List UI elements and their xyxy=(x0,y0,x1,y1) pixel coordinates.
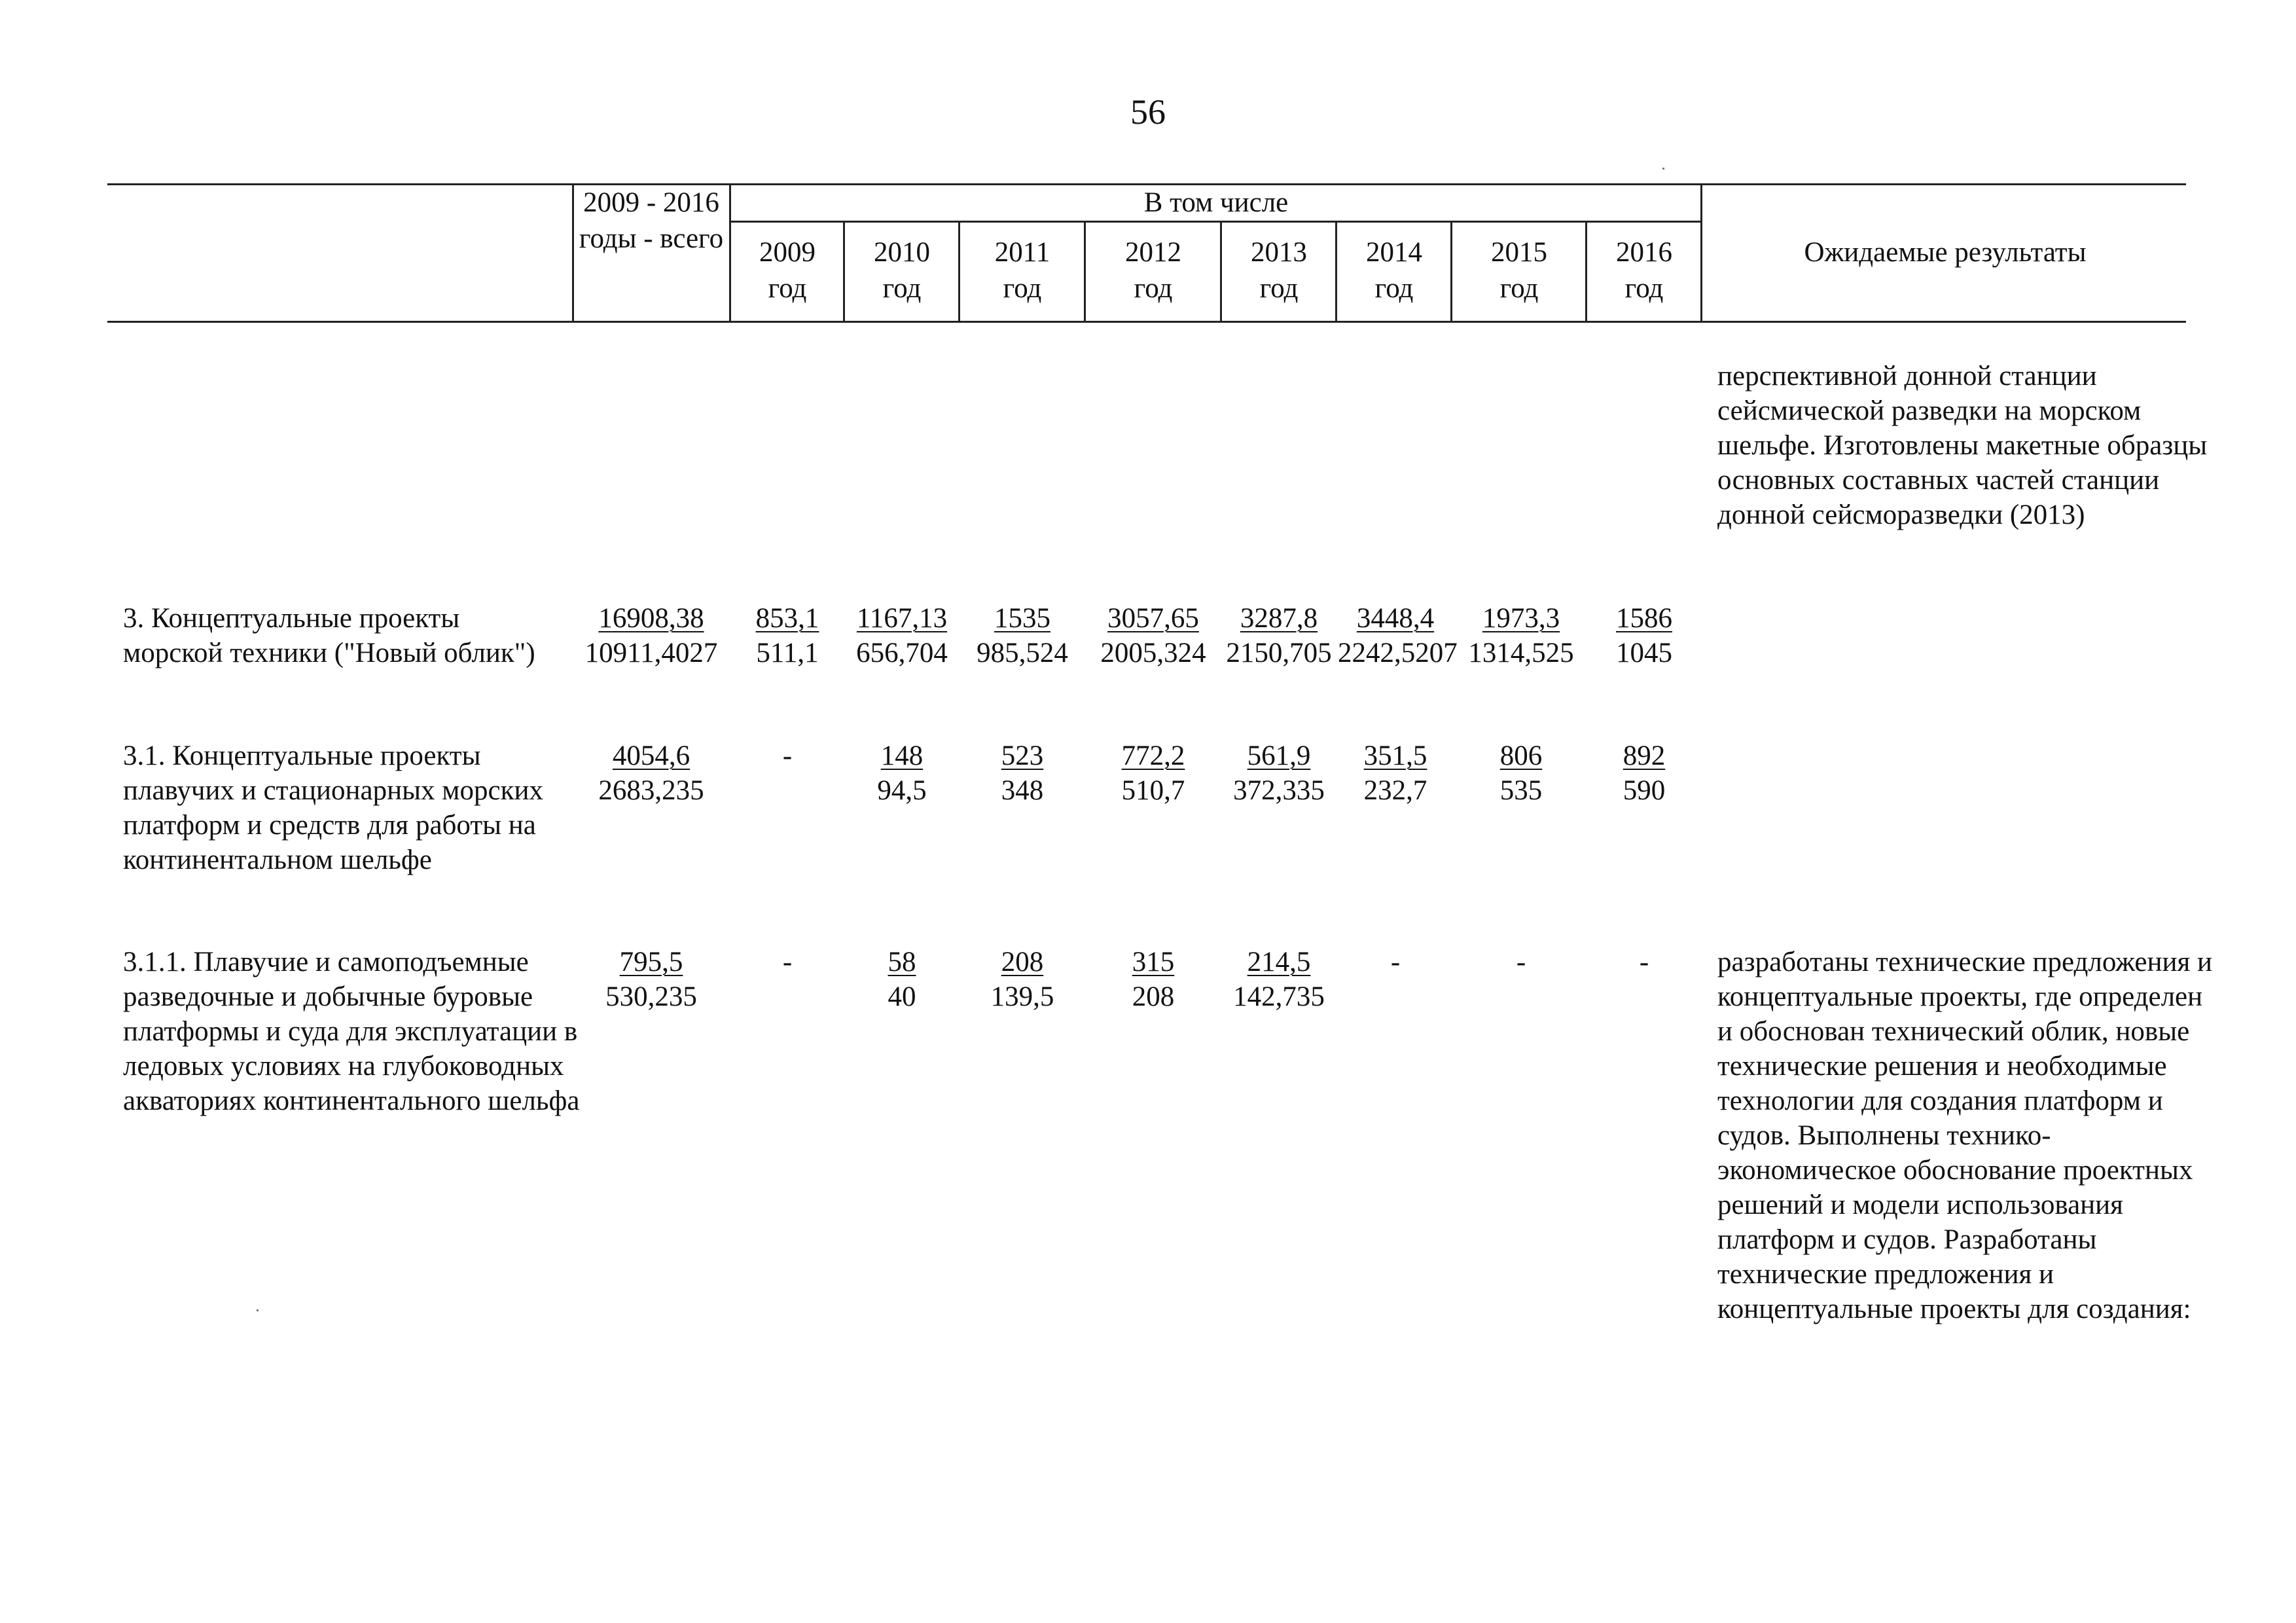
year-unit: год xyxy=(768,273,807,304)
year-unit: год xyxy=(1499,273,1539,304)
planned-value: 4054,6 xyxy=(612,740,691,771)
empty-value-dash: - xyxy=(1390,947,1401,977)
row-label: 3.1.1. Плавучие и самоподъемные разведочные и добычные буровые платформы и суда для эксплуатации в ледовых условиях на глубоководных акваториях континентального шельфа xyxy=(123,947,580,1116)
header-divider xyxy=(729,183,731,322)
header-divider xyxy=(1700,183,1702,322)
planned-value: 208 xyxy=(1001,947,1044,977)
header-divider xyxy=(1084,221,1086,322)
row-label: 3. Концептуальные проекты морской техники ("Новый облик") xyxy=(123,603,535,668)
year-cell-2011 xyxy=(961,601,1084,670)
header-year-2010 xyxy=(846,234,958,306)
planned-value: 3448,4 xyxy=(1356,603,1435,634)
federal-value: 10911,4027 xyxy=(584,638,718,668)
header-year-2012 xyxy=(1086,234,1220,306)
scan-speck xyxy=(257,1309,259,1311)
year-cell-2016 xyxy=(1588,739,1700,808)
planned-value: 772,2 xyxy=(1121,740,1185,771)
federal-value: 142,735 xyxy=(1233,981,1325,1012)
year-cell-2014 xyxy=(1338,945,1453,979)
header-total-label: 2009 - 2016 годы - всего xyxy=(579,187,724,254)
federal-value: 2242,5207 xyxy=(1338,638,1458,668)
year-unit: год xyxy=(1624,273,1664,304)
year-cell-2010 xyxy=(846,739,958,808)
year-cell-2015 xyxy=(1457,601,1585,670)
page-number: 56 xyxy=(1130,92,1166,132)
header-year-2015 xyxy=(1453,234,1585,306)
year-unit: год xyxy=(1259,273,1299,304)
year-label: 2013 xyxy=(1251,237,1307,268)
year-label: 2010 xyxy=(874,237,930,268)
header-divider xyxy=(1335,221,1337,322)
continued-result-text: перспективной донной станции сейсмической разведки на морском шельфе. Изготовлены макетные образцы основных составных частей станции донной сейсморазведки (2013) xyxy=(1717,361,2208,530)
federal-value: 530,235 xyxy=(605,981,697,1012)
row-total xyxy=(576,601,726,670)
header-results-label: Ожидаемые результаты xyxy=(1804,237,2087,268)
planned-value: 1167,13 xyxy=(856,603,948,634)
year-unit: год xyxy=(1374,273,1414,304)
row-total xyxy=(576,945,726,1014)
header-group-label: В том числе xyxy=(1143,187,1289,218)
year-cell-2012 xyxy=(1086,601,1220,670)
header-divider xyxy=(1450,221,1452,322)
federal-value: 40 xyxy=(888,981,916,1012)
row-result-text: разработаны технические предложения и концептуальные проекты, где определен и обоснован технический облик, новые технические решения и необходимые технологии для создания платформ и судов. Выполнены технико-экономическое обоснование проектных решений и модели использования платформ и судов. Разработаны технические предложения и концептуальные проекты для создания: xyxy=(1717,947,2213,1324)
planned-value: 1535 xyxy=(994,603,1050,634)
header-year-2013 xyxy=(1223,234,1335,306)
year-cell-2014 xyxy=(1338,739,1453,808)
federal-value: 2150,705 xyxy=(1226,638,1332,668)
header-year-2016 xyxy=(1588,234,1700,306)
year-label: 2012 xyxy=(1125,237,1181,268)
federal-value: 535 xyxy=(1499,775,1543,806)
year-cell-2016 xyxy=(1588,601,1700,670)
federal-value: 2005,324 xyxy=(1100,638,1206,668)
federal-value: 2683,235 xyxy=(598,775,704,806)
planned-value: 351,5 xyxy=(1363,740,1427,771)
header-divider xyxy=(843,221,845,322)
year-label: 2011 xyxy=(994,237,1050,268)
year-cell-2015 xyxy=(1457,739,1585,808)
year-unit: год xyxy=(1134,273,1173,304)
federal-value: 372,335 xyxy=(1233,775,1325,806)
federal-value: 232,7 xyxy=(1363,775,1427,806)
year-cell-2013 xyxy=(1223,739,1335,808)
header-bottom-rule xyxy=(107,321,2186,323)
year-cell-2010 xyxy=(846,601,958,670)
federal-value: 94,5 xyxy=(877,775,927,806)
planned-value: 795,5 xyxy=(619,947,683,977)
federal-value: 590 xyxy=(1623,775,1666,806)
federal-value: 511,1 xyxy=(756,638,819,668)
federal-value: 208 xyxy=(1132,981,1175,1012)
row-label: 3.1. Концептуальные проекты плавучих и стационарных морских платформ и средств для работы на континентальном шельфе xyxy=(123,740,543,875)
scan-speck xyxy=(1662,168,1664,170)
header-year-2009 xyxy=(732,234,843,306)
planned-value: 3057,65 xyxy=(1107,603,1199,634)
header-group-rule xyxy=(729,221,1702,223)
year-cell-2011 xyxy=(961,945,1084,1014)
planned-value: 214,5 xyxy=(1247,947,1311,977)
federal-value: 510,7 xyxy=(1121,775,1185,806)
year-label: 2009 xyxy=(759,237,816,268)
year-cell-2016 xyxy=(1588,945,1700,979)
year-cell-2011 xyxy=(961,739,1084,808)
header-divider xyxy=(958,221,960,322)
year-cell-2010 xyxy=(846,945,958,1014)
planned-value: 853,1 xyxy=(755,603,819,634)
header-divider xyxy=(1585,221,1587,322)
year-label: 2016 xyxy=(1616,237,1672,268)
planned-value: 523 xyxy=(1001,740,1044,771)
header-divider xyxy=(1220,221,1222,322)
planned-value: 892 xyxy=(1623,740,1666,771)
year-cell-2009 xyxy=(732,739,843,773)
planned-value: 315 xyxy=(1132,947,1175,977)
planned-value: 1973,3 xyxy=(1482,603,1560,634)
row-total xyxy=(576,739,726,808)
empty-value-dash: - xyxy=(1639,947,1649,977)
planned-value: 806 xyxy=(1499,740,1543,771)
year-cell-2009 xyxy=(732,945,843,979)
federal-value: 1045 xyxy=(1616,638,1672,668)
year-cell-2012 xyxy=(1086,945,1220,1014)
year-cell-2012 xyxy=(1086,739,1220,808)
year-cell-2015 xyxy=(1457,945,1585,979)
empty-value-dash: - xyxy=(782,740,793,771)
header-year-2011 xyxy=(961,234,1084,306)
year-label: 2014 xyxy=(1366,237,1422,268)
year-label: 2015 xyxy=(1491,237,1547,268)
year-unit: год xyxy=(882,273,922,304)
planned-value: 16908,38 xyxy=(598,603,704,634)
planned-value: 1586 xyxy=(1616,603,1672,634)
planned-value: 58 xyxy=(888,947,916,977)
year-cell-2009 xyxy=(732,601,843,670)
federal-value: 348 xyxy=(1001,775,1044,806)
planned-value: 561,9 xyxy=(1247,740,1311,771)
header-divider xyxy=(572,183,574,322)
federal-value: 139,5 xyxy=(990,981,1054,1012)
header-year-2014 xyxy=(1338,234,1450,306)
year-cell-2014 xyxy=(1338,601,1458,670)
year-cell-2013 xyxy=(1223,945,1335,1014)
planned-value: 3287,8 xyxy=(1240,603,1318,634)
planned-value: 148 xyxy=(880,740,924,771)
year-cell-2013 xyxy=(1223,601,1335,670)
federal-value: 985,524 xyxy=(977,638,1068,668)
federal-value: 1314,525 xyxy=(1468,638,1574,668)
federal-value: 656,704 xyxy=(856,638,948,668)
empty-value-dash: - xyxy=(782,947,793,977)
empty-value-dash: - xyxy=(1516,947,1526,977)
year-unit: год xyxy=(1003,273,1042,304)
